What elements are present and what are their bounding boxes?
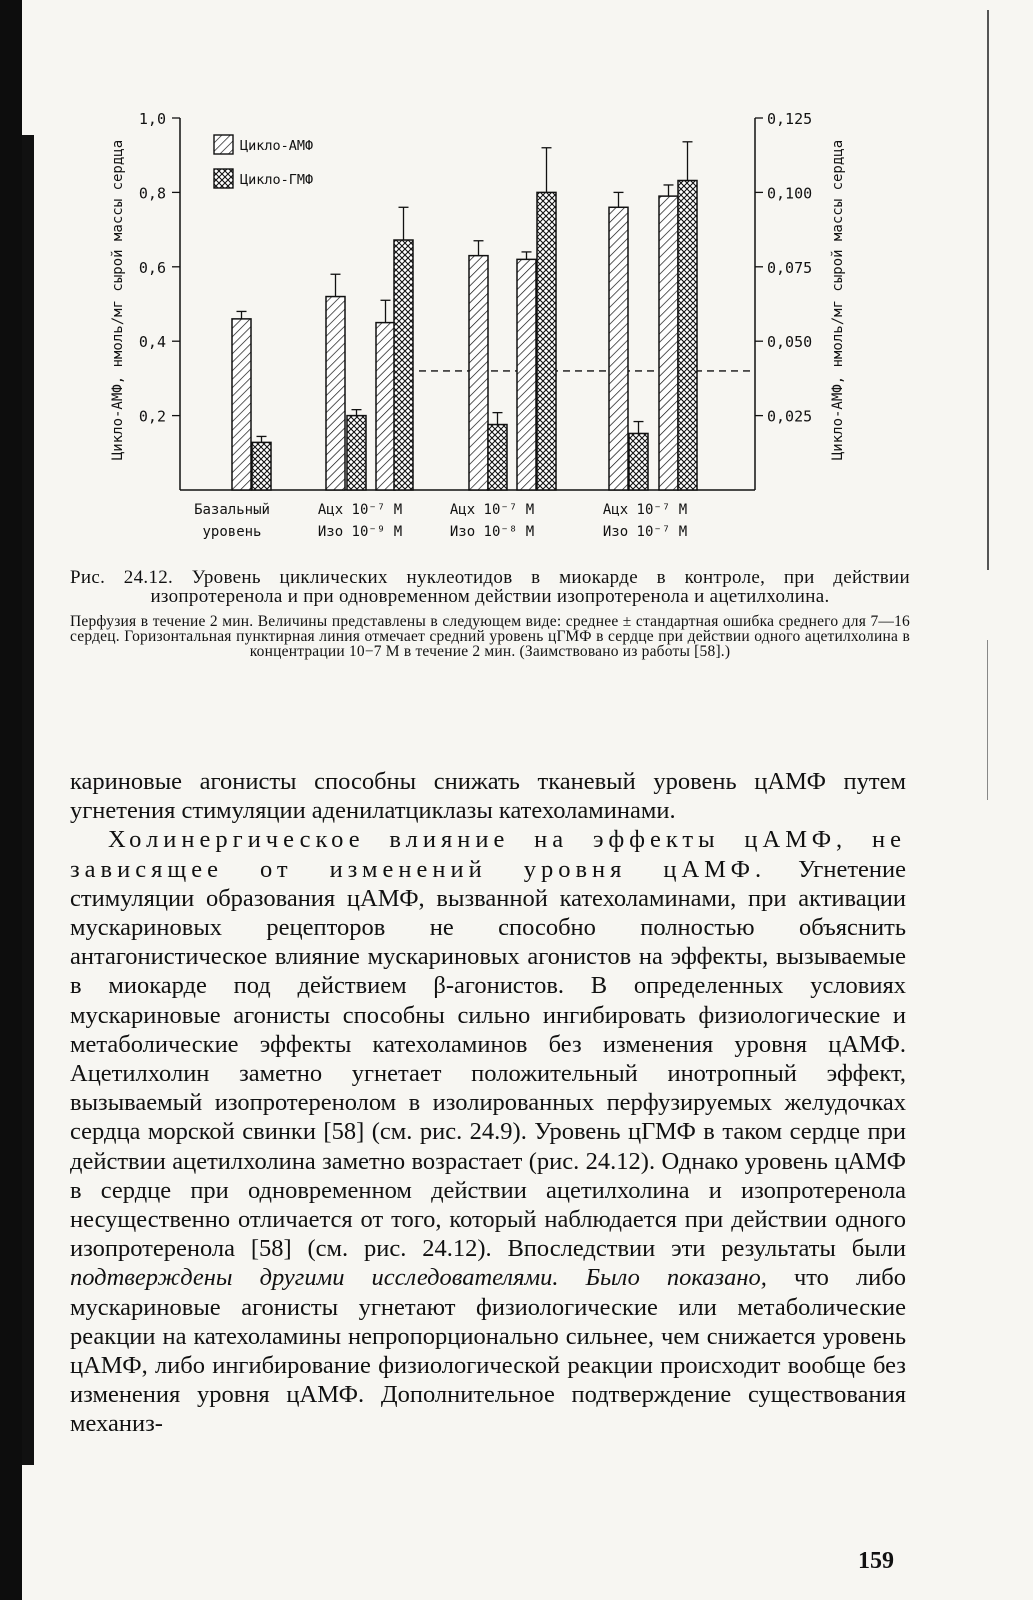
- x-tick-label: Базальный: [194, 502, 270, 518]
- right-tick-label: 0,025: [767, 407, 813, 426]
- x-tick-label: Изо 10⁻⁹ М: [317, 524, 403, 540]
- right-axis-title: Цикло-АМФ, нмоль/мг сырой массы сердца: [830, 139, 846, 461]
- camp-bar: [232, 319, 251, 490]
- paragraph-2-tail: что либо мускариновые агонисты угнетают физиологические или метаболические реакции на катехоламины непропорционально сильнее, чем снижается уровень цАМФ, либо ингибирование физиологической реакции происходит вообще без изменения уровня цАМФ. Дополнительное подтверждение существования механиз-: [70, 1264, 907, 1438]
- camp-bar: [659, 196, 678, 490]
- cgmp-bar: [252, 442, 271, 490]
- cgmp-bar: [537, 192, 556, 490]
- legend-label: Цикло-АМФ: [240, 138, 314, 154]
- page-number: 159: [858, 1548, 894, 1574]
- cgmp-bar: [629, 433, 648, 490]
- paragraph-2-italic: подтверждены другими исследователями. Было показано,: [70, 1264, 767, 1292]
- right-tick-label: 0,050: [767, 333, 813, 352]
- left-tick-label: 0,6: [138, 258, 166, 277]
- cgmp-bar: [678, 180, 697, 490]
- camp-bar: [609, 207, 628, 490]
- left-axis-title: Цикло-АМФ, нмоль/мг сырой массы сердца: [110, 139, 126, 461]
- paragraph-2-text: Угнетение стимуляции образования цАМФ, вызванной катехоламинами, при активации мускариновых рецепторов не способно полностью объяснить антагонистическое влияние мускариновых агонистов на эффекты, вызываемые в миокарде под действием β-агонистов. В определенных условиях мускариновые агонисты способны сильно ингибировать физиологические и метаболические эффекты катехоламинов без изменения уровня цАМФ. Ацетилхолин заметно угнетает положительный инотропный эффект, вызываемый изопротеренолом в изолированных перфузируемых желудочках сердца морской свинки [58] (см. рис. 24.9). Уровень цГМФ в таком сердце при действии ацетилхолина заметно возрастает (рис. 24.12). Однако уровень цАМФ в сердце при одновременном действии ацетилхолина и изопротеренола несущественно отличается от того, который наблюдается при действии одного изопротеренола [58] (см. рис. 24.12). Впоследствии эти результаты были: [70, 855, 906, 1263]
- left-tick-label: 0,8: [138, 184, 166, 203]
- caption-note: Перфузия в течение 2 мин. Величины представлены в следующем виде: среднее ± стандартная ошибка среднего для 7—16 сердец. Горизонтальная пунктирная линия отмечает средний уровень цГМФ в сердце при действии одного ацетилхолина в концентрации 10−7 М в течение 2 мин. (Заимствовано из работы [58].): [70, 613, 910, 660]
- cgmp-bar: [394, 240, 413, 490]
- paragraph-1: кариновые агонисты способны снижать тканевый уровень цАМФ путем угнетения стимуляции аденилатциклазы катехоламинами.: [70, 768, 906, 825]
- legend-swatch: [214, 135, 233, 154]
- legend-swatch: [214, 169, 233, 188]
- right-tick-label: 0,075: [767, 258, 813, 277]
- paragraph-2: [70, 825, 906, 1438]
- body-text: [70, 767, 906, 1439]
- cgmp-bar: [488, 425, 507, 490]
- cgmp-bar: [347, 416, 366, 490]
- camp-bar: [326, 297, 345, 490]
- right-tick-label: 0,125: [767, 110, 813, 128]
- figure-caption: [70, 568, 910, 659]
- left-tick-label: 1,0: [138, 110, 166, 128]
- camp-bar: [469, 256, 488, 490]
- right-tick-label: 0,100: [767, 184, 813, 203]
- left-tick-label: 0,4: [138, 333, 166, 352]
- x-tick-label: Ацх 10⁻⁷ М: [317, 502, 403, 518]
- bars-layer: [232, 142, 697, 490]
- caption-title: Рис. 24.12. Уровень циклических нуклеотидов в миокарде в контроле, при действии изопротеренола и при одновременном действии изопротеренола и ацетилхолина.: [70, 567, 910, 607]
- margin-rule-lower: [987, 640, 988, 800]
- left-tick-label: 0,2: [138, 407, 166, 426]
- x-tick-label: уровень: [202, 524, 262, 540]
- legend: [214, 135, 313, 188]
- paragraph-heading: Холинергическое влияние на эффекты цАМФ, не зависящее от изменений уровня цАМФ.: [70, 826, 906, 883]
- x-tick-label: Ацх 10⁻⁷ М: [602, 502, 688, 518]
- x-tick-label: Ацх 10⁻⁷ М: [449, 502, 535, 518]
- bar-chart: [0, 0, 1033, 560]
- camp-bar: [376, 323, 395, 490]
- legend-label: Цикло-ГМФ: [240, 172, 314, 188]
- x-tick-label: Изо 10⁻⁷ М: [602, 524, 688, 540]
- camp-bar: [517, 259, 536, 490]
- x-tick-label: Изо 10⁻⁸ М: [449, 524, 535, 540]
